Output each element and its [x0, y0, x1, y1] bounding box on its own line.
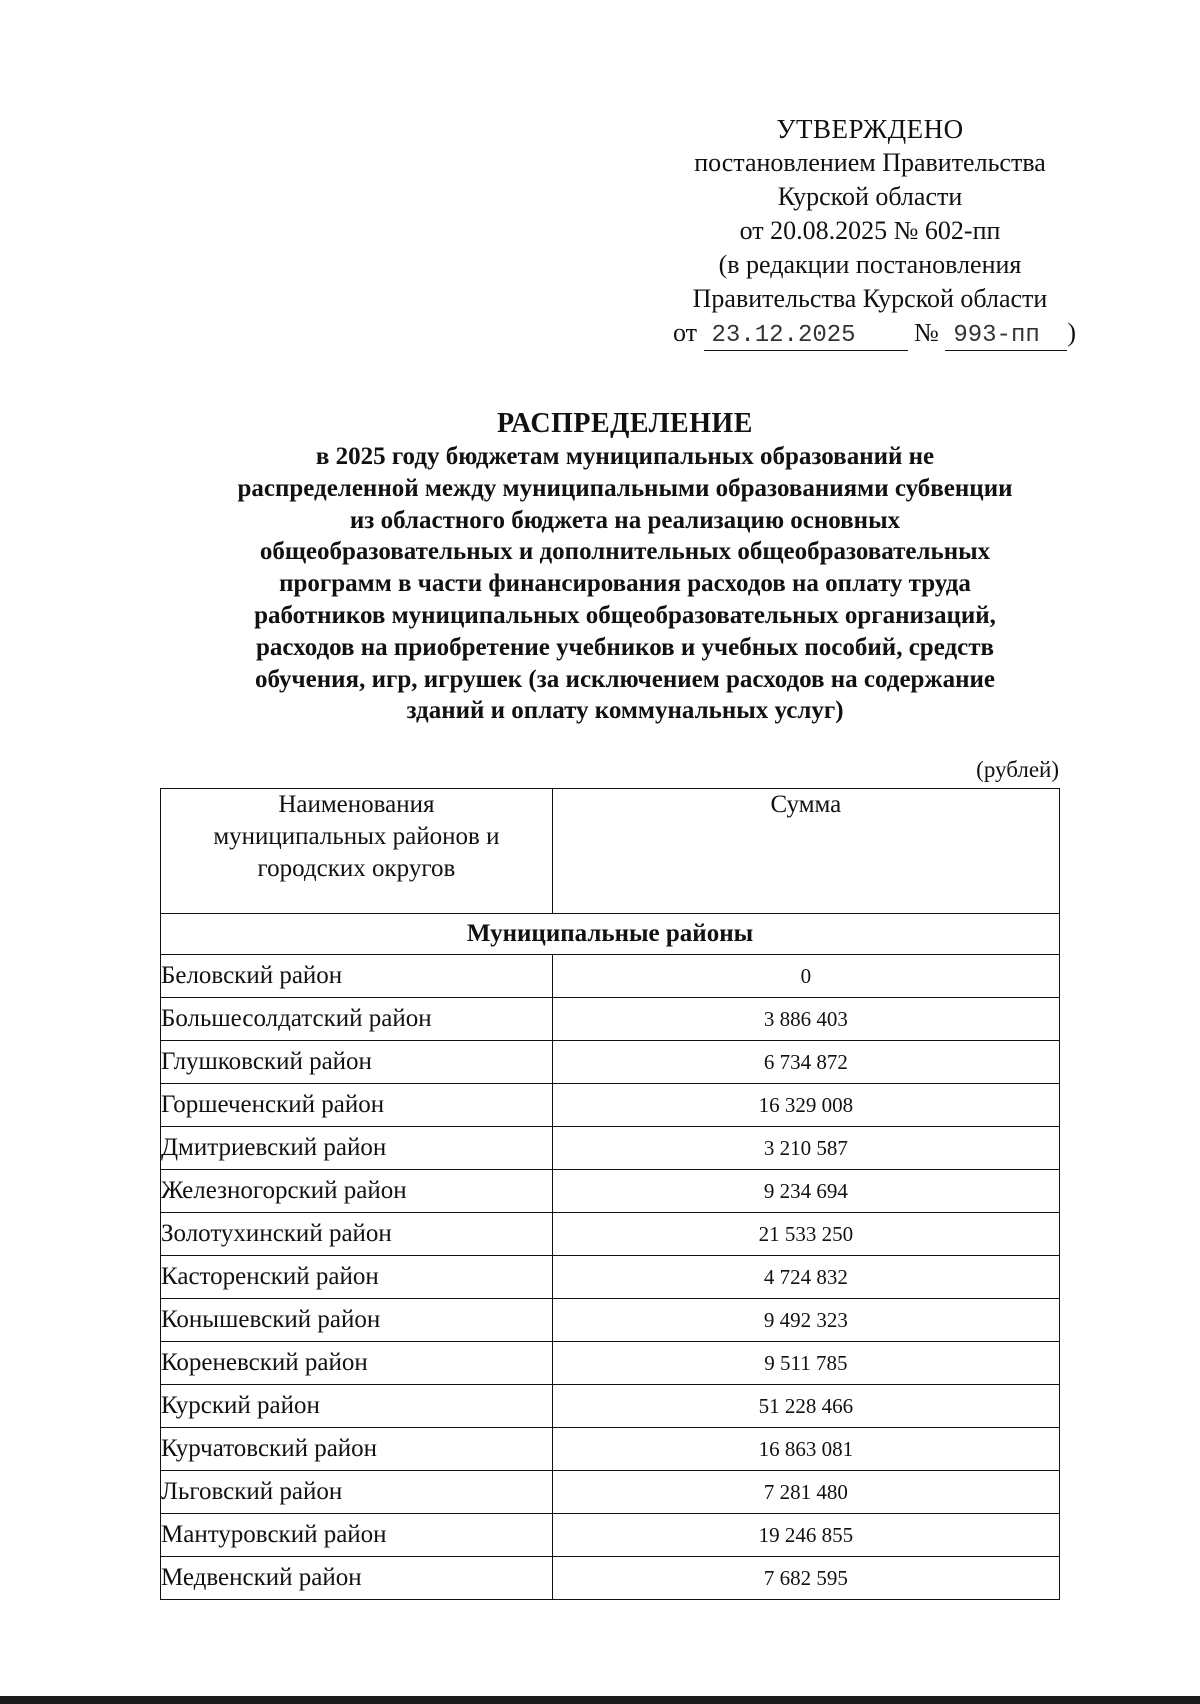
district-amount: 16 863 081	[552, 1428, 1059, 1471]
table-header-row	[161, 789, 1060, 914]
district-name: Глушковский район	[161, 1041, 553, 1084]
approval-heading: УТВЕРЖДЕНО	[776, 114, 964, 144]
district-name: Железногорский район	[161, 1170, 553, 1213]
title-subtitle: в 2025 году бюджетам муниципальных образований не распределенной между муниципальными образованиями субвенции из областного бюджета на реализацию основных общеобразовательных и дополнительных общеобразовательных программ в части финансирования расходов на оплату труда работников муниципальных общеобразовательных организаций, расходов на приобретение учебников и учебных пособий, средств обучения, игр, игрушек (за исключением расходов на содержание зданий и оплату коммунальных услуг)	[237, 443, 1013, 725]
district-name: Конышевский район	[161, 1299, 553, 1342]
edition-line	[660, 316, 1080, 351]
edition-number-sign: №	[914, 318, 939, 347]
table-row	[161, 1471, 1060, 1514]
district-amount: 3 210 587	[552, 1127, 1059, 1170]
district-amount: 9 492 323	[552, 1299, 1059, 1342]
district-name: Медвенский район	[161, 1557, 553, 1600]
district-amount: 7 682 595	[552, 1557, 1059, 1600]
district-amount: 3 886 403	[552, 998, 1059, 1041]
distribution-table	[160, 788, 1060, 1600]
district-amount: 0	[552, 955, 1059, 998]
table-row	[161, 1256, 1060, 1299]
edition-date-field	[704, 319, 908, 351]
units-label: (рублей)	[976, 757, 1059, 782]
district-amount: 7 281 480	[552, 1471, 1059, 1514]
scan-border	[0, 1696, 1200, 1704]
document-title	[160, 407, 1090, 727]
table-body	[161, 914, 1060, 1600]
edition-prefix: от	[673, 318, 698, 347]
header-sum-cell	[552, 789, 1059, 914]
district-name: Курчатовский район	[161, 1428, 553, 1471]
table-row	[161, 1213, 1060, 1256]
table-row	[161, 955, 1060, 998]
approval-line-4: от 20.08.2025 № 602-пп	[739, 216, 1001, 245]
table-row	[161, 1557, 1060, 1600]
approval-line-6: Правительства Курской области	[692, 284, 1048, 313]
district-name: Касторенский район	[161, 1256, 553, 1299]
header-name-cell	[161, 789, 553, 914]
approval-line-2: постановлением Правительства	[694, 148, 1046, 177]
district-name: Горшеченский район	[161, 1084, 553, 1127]
edition-number-field	[945, 319, 1067, 351]
district-amount: 6 734 872	[552, 1041, 1059, 1084]
approval-stamp	[660, 112, 1080, 351]
table-row	[161, 1084, 1060, 1127]
table-row	[161, 1041, 1060, 1084]
header-name: Наименования муниципальных районов и городских округов	[213, 791, 500, 882]
edition-suffix: )	[1067, 318, 1077, 347]
table-row	[161, 1299, 1060, 1342]
district-name: Мантуровский район	[161, 1514, 553, 1557]
district-name: Беловский район	[161, 955, 553, 998]
section-row	[161, 914, 1060, 955]
district-name: Дмитриевский район	[161, 1127, 553, 1170]
district-amount: 21 533 250	[552, 1213, 1059, 1256]
district-amount: 19 246 855	[552, 1514, 1059, 1557]
edition-date: 23.12.2025	[711, 322, 856, 349]
district-amount: 4 724 832	[552, 1256, 1059, 1299]
title-heading: РАСПРЕДЕЛЕНИЕ	[497, 408, 753, 439]
table-row	[161, 1514, 1060, 1557]
approval-line-3: Курской области	[777, 182, 963, 211]
district-name: Кореневский район	[161, 1342, 553, 1385]
table-row	[161, 1170, 1060, 1213]
approval-line-5: (в редакции постановления	[718, 250, 1022, 279]
district-name: Золотухинский район	[161, 1213, 553, 1256]
section-title: Муниципальные районы	[161, 914, 1060, 955]
table-row	[161, 1127, 1060, 1170]
table-row	[161, 1428, 1060, 1471]
district-name: Курский район	[161, 1385, 553, 1428]
district-amount: 51 228 466	[552, 1385, 1059, 1428]
table-row	[161, 1385, 1060, 1428]
header-sum: Сумма	[770, 791, 842, 818]
edition-number: 993-пп	[953, 322, 1040, 349]
table-row	[161, 1342, 1060, 1385]
district-amount: 16 329 008	[552, 1084, 1059, 1127]
district-name: Большесолдатский район	[161, 998, 553, 1041]
table-row	[161, 998, 1060, 1041]
district-amount: 9 511 785	[552, 1342, 1059, 1385]
district-amount: 9 234 694	[552, 1170, 1059, 1213]
district-name: Льговский район	[161, 1471, 553, 1514]
